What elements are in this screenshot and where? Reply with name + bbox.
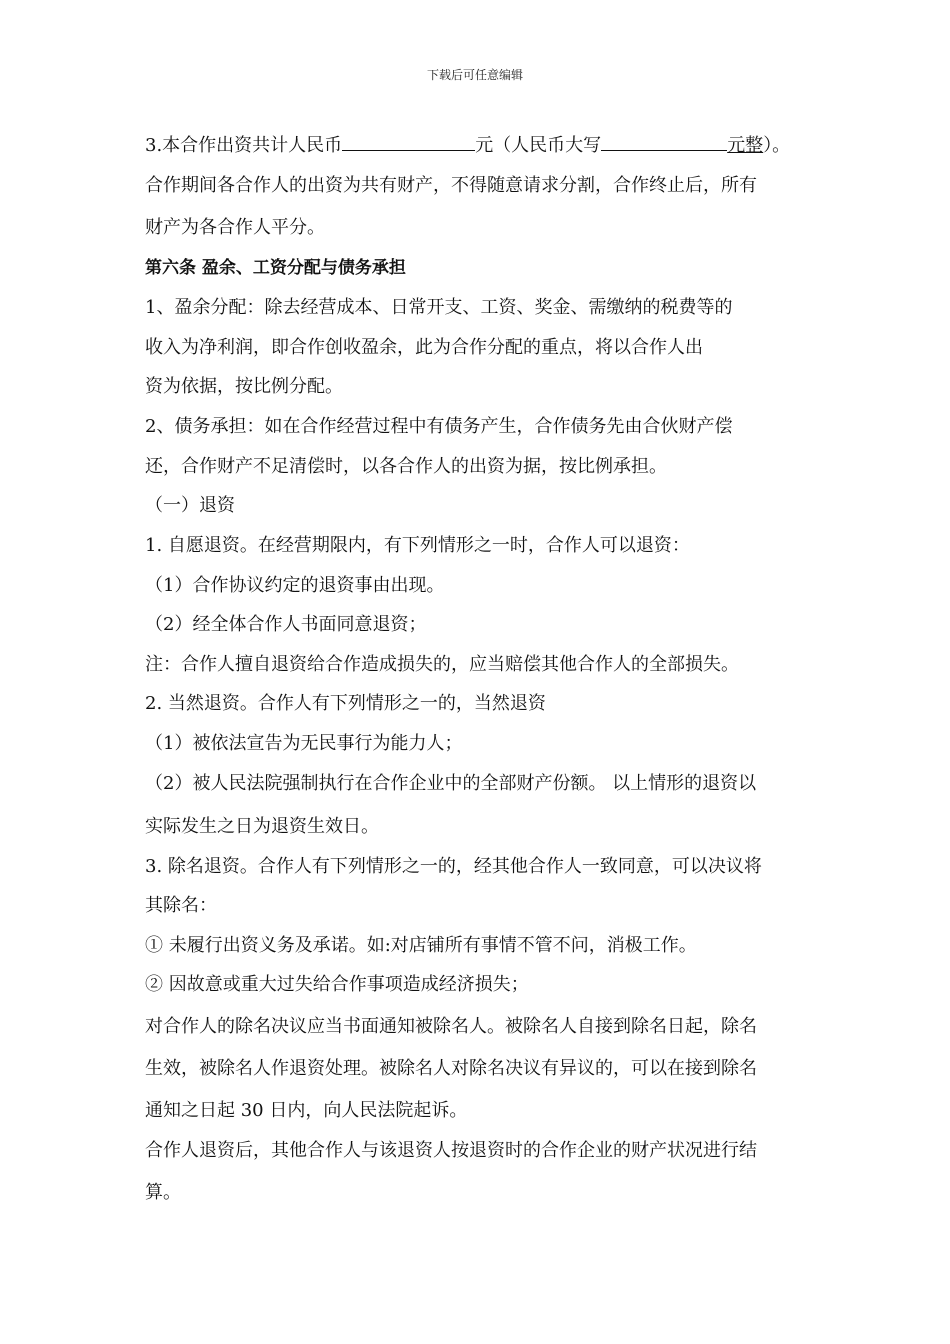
list-item: （2）被人民法院强制执行在合作企业中的全部财产份额。 以上情形的退资以 — [145, 773, 757, 794]
paragraph-line: 资为依据，按比例分配。 — [145, 376, 343, 397]
subsection-heading: （一）退资 — [145, 495, 235, 516]
paragraph-line: 1、盈余分配：除去经营成本、日常开支、工资、奖金、需缴纳的税费等的 — [145, 297, 733, 318]
list-item: ② 因故意或重大过失给合作事项造成经济损失； — [145, 974, 529, 995]
paragraph-line: 2. 当然退资。合作人有下列情形之一的，当然退资 — [145, 693, 546, 714]
capital-clause-unit: 元整 — [727, 135, 764, 156]
paragraph-line: 通知之日起 30 日内，向人民法院起诉。 — [145, 1100, 468, 1121]
list-item: （1）被依法宣告为无民事行为能力人； — [145, 733, 463, 754]
note-line: 注：合作人擅自退资给合作造成损失的，应当赔偿其他合作人的全部损失。 — [145, 654, 739, 675]
paragraph-line: 合作人退资后，其他合作人与该退资人按退资时的合作企业的财产状况进行结 — [145, 1140, 757, 1161]
paragraph-line: 合作期间各合作人的出资为共有财产，不得随意请求分割，合作终止后，所有 — [145, 175, 757, 196]
capital-clause-line — [145, 131, 790, 158]
paragraph-line: 1. 自愿退资。在经营期限内，有下列情形之一时，合作人可以退资： — [145, 535, 690, 556]
paragraph-line: 还，合作财产不足清偿时，以各合作人的出资为据，按比例承担。 — [145, 456, 667, 477]
paragraph-line: 收入为净利润，即合作创收盈余，此为合作分配的重点，将以合作人出 — [145, 337, 703, 358]
paragraph-line: 对合作人的除名决议应当书面通知被除名人。被除名人自接到除名日起，除名 — [145, 1016, 757, 1037]
paragraph-line: 生效，被除名人作退资处理。被除名人对除名决议有异议的，可以在接到除名 — [145, 1058, 757, 1079]
amount-words-blank — [601, 131, 727, 151]
amount-blank — [342, 131, 475, 151]
paragraph-line: 实际发生之日为退资生效日。 — [145, 816, 379, 837]
page-header: 下载后可任意编辑 — [426, 68, 523, 82]
list-item: （1）合作协议约定的退资事由出现。 — [145, 575, 445, 596]
section-heading: 第六条 盈余、工资分配与债务承担 — [145, 258, 406, 278]
capital-clause-start: 3.本合作出资共计人民币 — [145, 135, 343, 156]
paragraph-line: 2、债务承担：如在合作经营过程中有债务产生，合作债务先由合伙财产偿 — [145, 416, 733, 437]
paragraph-line: 3. 除名退资。合作人有下列情形之一的，经其他合作人一致同意，可以决议将 — [145, 856, 762, 877]
paragraph-line: 财产为各合作人平分。 — [145, 217, 325, 238]
paragraph-line: 其除名： — [145, 895, 217, 916]
capital-clause-end: ）。 — [763, 135, 791, 156]
paragraph-line: 算。 — [145, 1182, 181, 1203]
capital-clause-mid: 元（人民币大写 — [475, 135, 602, 156]
list-item: ① 未履行出资义务及承诺。如:对店铺所有事情不管不问，消极工作。 — [145, 935, 697, 956]
list-item: （2）经全体合作人书面同意退资； — [145, 614, 427, 635]
